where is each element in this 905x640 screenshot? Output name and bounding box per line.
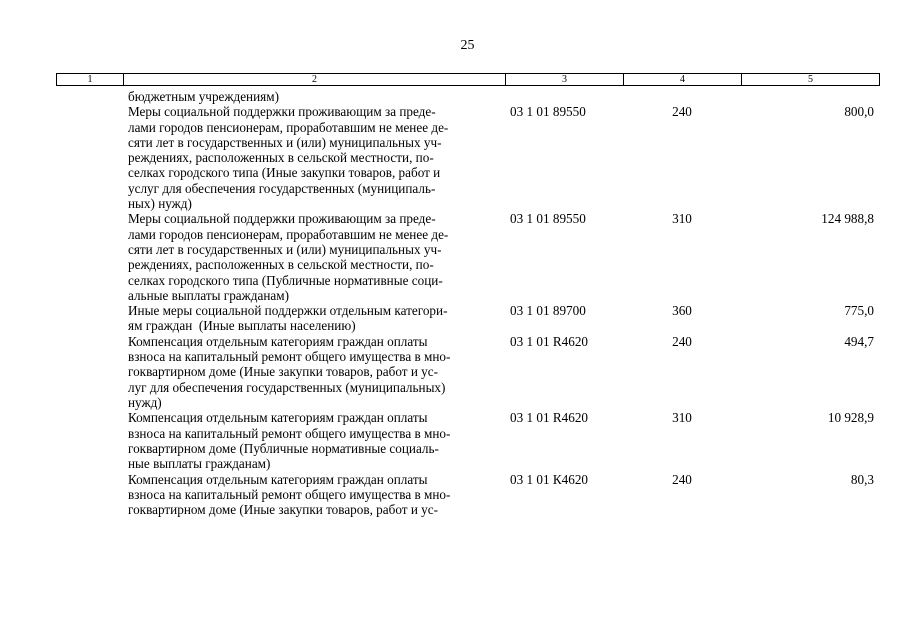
description-line: реждениях, расположенных в сельской местности, по- (128, 257, 434, 273)
row-expense-type: 240 (672, 104, 692, 120)
row-expense-type: 240 (672, 333, 692, 349)
header-col-1: 1 (57, 74, 124, 86)
description-line: взноса на капитальный ремонт общего имущества в мно- (128, 425, 451, 441)
header-col-4: 4 (624, 74, 742, 86)
row-description (128, 211, 500, 303)
description-line: Компенсация отдельным категориям граждан оплаты (128, 471, 428, 487)
table-row (0, 472, 905, 518)
table-row (0, 410, 905, 471)
description-line: ные выплаты гражданам) (128, 456, 271, 472)
row-target-code: 03 1 01 R4620 (510, 410, 589, 426)
row-description (128, 89, 500, 104)
description-line: альные выплаты гражданам) (128, 287, 289, 303)
description-line: Компенсация отдельным категориям граждан оплаты (128, 410, 428, 426)
description-line: Меры социальной поддержки проживающим за преде- (128, 211, 436, 227)
row-amount: 494,7 (844, 333, 874, 349)
description-line: нужд) (128, 394, 162, 410)
row-description (128, 303, 500, 334)
header-row (57, 74, 880, 86)
description-line: лами городов пенсионерам, проработавшим не менее де- (128, 226, 449, 242)
table-row (0, 303, 905, 334)
row-amount: 80,3 (850, 471, 874, 487)
description-line: услуг для обеспечения государственных (муниципаль- (128, 180, 436, 196)
description-line: селках городского типа (Публичные нормативные соци- (128, 272, 443, 288)
description-line: реждениях, расположенных в сельской местности, по- (128, 150, 434, 166)
table-row (0, 334, 905, 411)
header-col-3: 3 (506, 74, 624, 86)
row-expense-type: 240 (672, 471, 692, 487)
row-amount: 10 928,9 (827, 410, 874, 426)
table-row (0, 104, 905, 211)
column-number-header (56, 73, 880, 86)
description-line: Меры социальной поддержки проживающим за преде- (128, 104, 436, 120)
row-target-code: 03 1 01 89550 (510, 104, 586, 120)
description-line: Компенсация отдельным категориям граждан оплаты (128, 333, 428, 349)
header-col-5: 5 (742, 74, 880, 86)
description-line: сяти лет в государственных и (или) муниципальных уч- (128, 134, 442, 150)
page-number: 25 (460, 38, 475, 53)
row-target-code: 03 1 01 89700 (510, 303, 586, 319)
description-line: луг для обеспечения государственных (муниципальных) (128, 379, 446, 395)
row-description (128, 334, 500, 410)
description-line: ных) нужд) (128, 196, 192, 212)
row-expense-type: 310 (672, 410, 692, 426)
row-description (128, 104, 500, 211)
row-target-code: 03 1 01 К4620 (510, 471, 589, 487)
description-line: гоквартирном доме (Иные закупки товаров, работ и ус- (128, 502, 439, 518)
row-description (128, 472, 500, 518)
description-line: взноса на капитальный ремонт общего имущества в мно- (128, 349, 451, 365)
row-description (128, 410, 500, 471)
description-line: гоквартирном доме (Иные закупки товаров, работ и ус- (128, 364, 439, 380)
description-line: гоквартирном доме (Публичные нормативные социаль- (128, 440, 439, 456)
description-line: селках городского типа (Иные закупки товаров, работ и (128, 165, 441, 181)
row-amount: 800,0 (844, 104, 874, 120)
description-line: лами городов пенсионерам, проработавшим не менее де- (128, 119, 449, 135)
row-target-code: 03 1 01 89550 (510, 211, 586, 227)
description-line: ям граждан (Иные выплаты населению) (128, 318, 356, 334)
row-target-code: 03 1 01 R4620 (510, 333, 589, 349)
row-expense-type: 360 (672, 303, 692, 319)
table-row (0, 211, 905, 303)
description-line: Иные меры социальной поддержки отдельным категори- (128, 303, 448, 319)
row-amount: 124 988,8 (821, 211, 874, 227)
table-row (0, 89, 905, 104)
description-line: бюджетным учреждениям) (128, 89, 279, 104)
row-amount: 775,0 (844, 303, 874, 319)
description-line: сяти лет в государственных и (или) муниципальных уч- (128, 241, 442, 257)
header-col-2: 2 (124, 74, 506, 86)
description-line: взноса на капитальный ремонт общего имущества в мно- (128, 486, 451, 502)
row-expense-type: 310 (672, 211, 692, 227)
